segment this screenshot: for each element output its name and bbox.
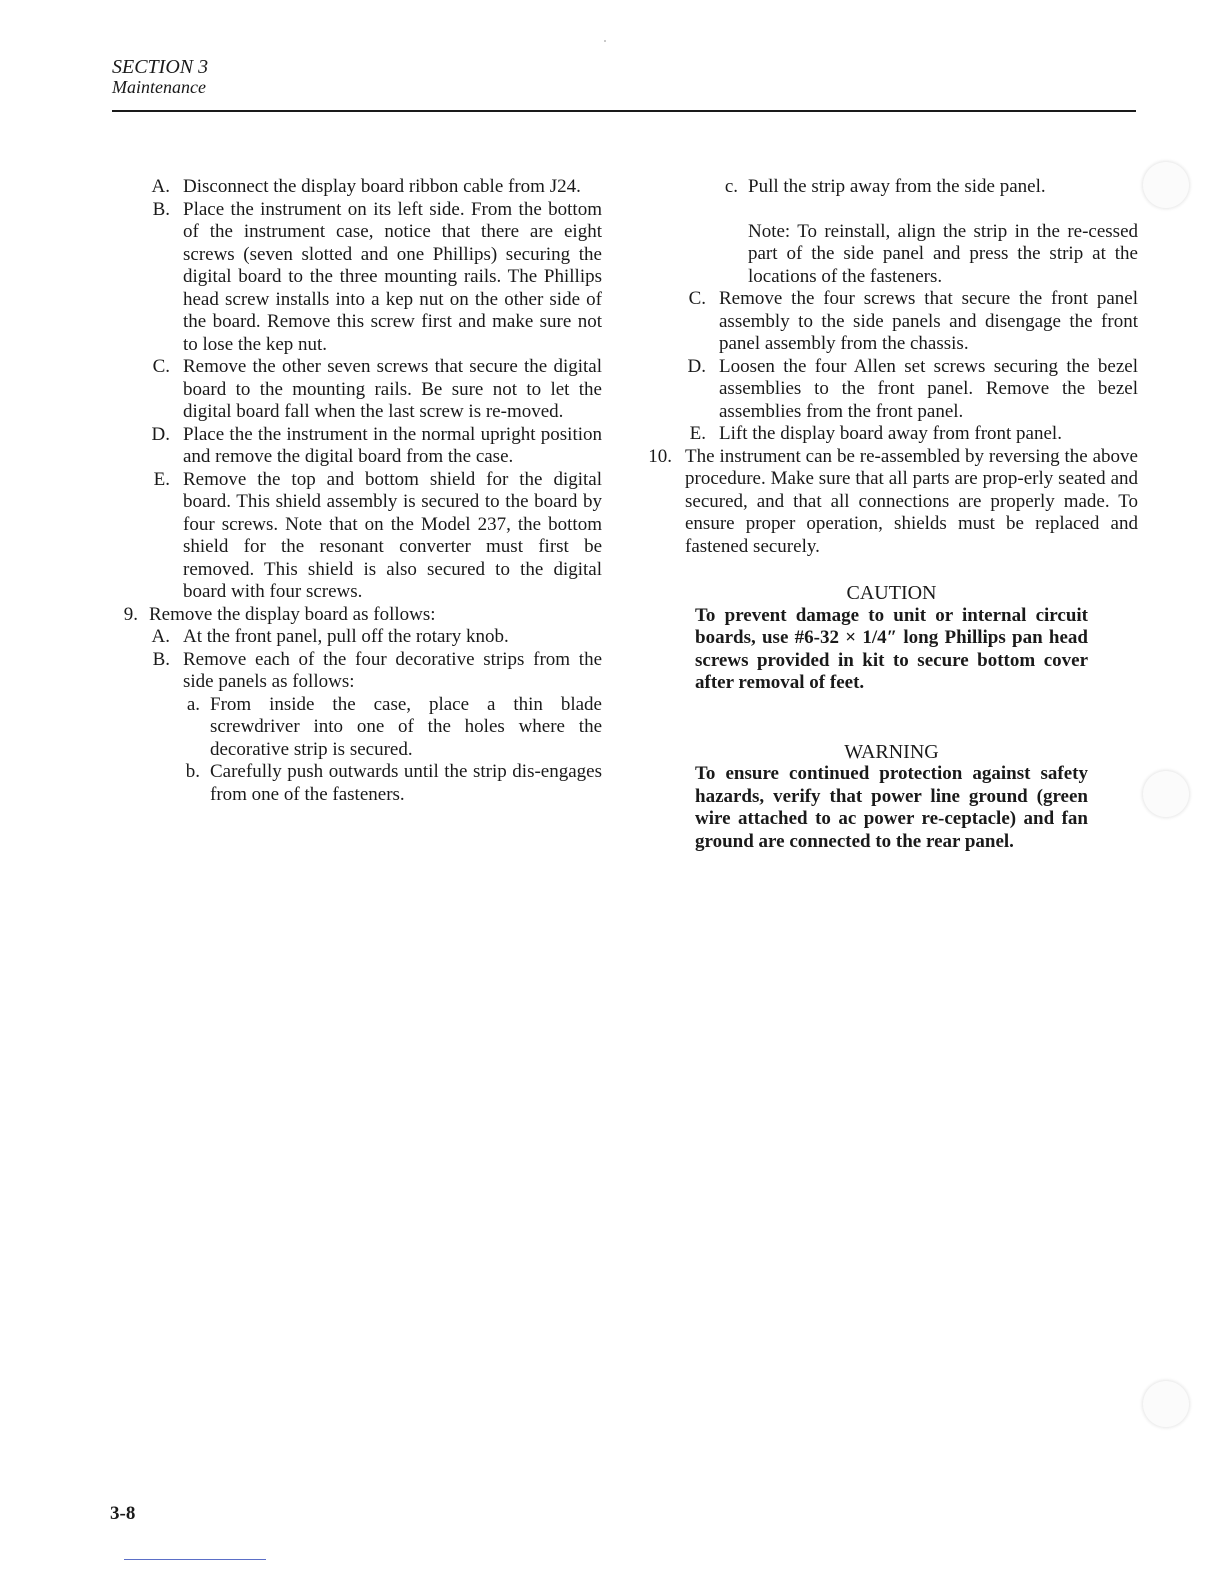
step-9-remove-display-board xyxy=(110,604,602,627)
step-d-upright-position xyxy=(110,424,602,469)
warning-title: WARNING xyxy=(844,740,939,763)
step-text: Remove the top and bottom shield for the digital board. This shield assembly is secured to the board by four screws. Note that on the Model 237, the bottom shield for the resonant converter must first be removed. This shield is also secured to the digital board with four screws. xyxy=(183,468,602,602)
punch-hole-middle xyxy=(1143,771,1189,817)
step-marker: c. xyxy=(724,176,738,197)
step-text: Carefully push outwards until the strip dis-engages from one of the fasteners. xyxy=(210,761,602,805)
step-c-remove-seven-screws xyxy=(110,356,602,424)
step-b-place-left-side xyxy=(110,199,602,357)
step-9b-decorative-strips xyxy=(110,649,602,694)
step-d-loosen-allen-screws xyxy=(640,356,1138,424)
step-marker: 10. xyxy=(648,445,672,467)
step-text: At the front panel, pull off the rotary knob. xyxy=(183,626,509,647)
step-text: Disconnect the display board ribbon cable from J24. xyxy=(183,176,581,197)
warning-text: To ensure continued protection against safety hazards, verify that power line ground (green wire attached to ac power re-ceptacle) and fan ground are connected to the rear panel. xyxy=(695,763,1088,852)
step-text: From inside the case, place a thin blade screwdriver into one of the holes where the decorative strip is secured. xyxy=(210,693,602,760)
caution-title: CAUTION xyxy=(846,582,937,604)
scan-speck xyxy=(604,40,606,42)
step-text: Place the the instrument in the normal upright position and remove the digital board from the case. xyxy=(183,423,602,467)
step-a-disconnect-ribbon xyxy=(110,176,602,199)
reinstall-note: Note: To reinstall, align the strip in the re-cessed part of the side panel and press the strip at the locations of the fasteners. xyxy=(748,220,1138,287)
step-text: Remove the other seven screws that secure the digital board to the mounting rails. Be sure not to let the digital board fall when the last screw is re-moved. xyxy=(183,356,602,422)
step-marker: E. xyxy=(689,423,706,444)
step-marker: B. xyxy=(152,648,170,670)
step-marker: E. xyxy=(153,468,170,490)
punch-hole-top xyxy=(1143,162,1189,208)
footer-rule xyxy=(124,1559,266,1560)
step-text: Lift the display board away from front panel. xyxy=(719,423,1062,444)
step-marker: b. xyxy=(185,761,200,782)
step-marker: D. xyxy=(687,355,706,377)
step-marker: C. xyxy=(152,356,170,377)
step-text: Remove each of the four decorative strips from the side panels as follows: xyxy=(183,648,602,692)
step-marker: A. xyxy=(151,176,170,197)
step-9a-rotary-knob xyxy=(110,626,602,649)
page-number: 3-8 xyxy=(110,1503,136,1524)
step-10-reassemble xyxy=(640,446,1138,559)
punch-hole-bottom xyxy=(1143,1381,1189,1427)
step-e-remove-shields xyxy=(110,469,602,604)
step-text: The instrument can be re-assembled by reversing the above procedure. Make sure that all parts are prop-erly seated and secured, and that all connections are properly made. To ensure proper operation, shields must be replaced and fastened securely. xyxy=(685,445,1138,557)
step-marker: D. xyxy=(151,423,170,445)
step-text: Remove the four screws that secure the front panel assembly to the side panels and disengage the front panel assembly from the chassis. xyxy=(719,288,1138,354)
substep-c-pull-strip xyxy=(640,176,1138,199)
step-e-lift-display-board xyxy=(640,423,1138,446)
step-marker: B. xyxy=(152,198,170,220)
header-rule xyxy=(112,110,1136,112)
step-text: Remove the display board as follows: xyxy=(149,603,436,625)
step-marker: A. xyxy=(151,626,170,647)
right-column xyxy=(640,176,1138,853)
step-marker: a. xyxy=(186,693,200,715)
step-text: Place the instrument on its left side. From the bottom of the instrument case, notice that there are eight screws (seven slotted and one Phillips) securing the digital board to the three mounting rails. The Phillips head screw installs into a kep nut on the other side of the board. Remove this screw first and make sure not to lose the kep nut. xyxy=(183,198,602,355)
step-text: Loosen the four Allen set screws securing the bezel assemblies to the front panel. Remove the bezel assemblies from the front panel. xyxy=(719,355,1138,422)
section-title: Maintenance xyxy=(112,77,206,97)
step-marker: C. xyxy=(688,288,706,309)
left-column xyxy=(110,176,602,806)
step-c-remove-front-panel xyxy=(640,288,1138,356)
section-label: SECTION 3 xyxy=(112,56,209,78)
step-marker: 9. xyxy=(123,603,138,625)
caution-text: To prevent damage to unit or internal circuit boards, use #6-32 × 1/4″ long Phillips pan head screws provided in kit to secure bottom cover after removal of feet. xyxy=(695,604,1088,693)
substep-a-screwdriver xyxy=(110,694,602,762)
step-text: Pull the strip away from the side panel. xyxy=(748,176,1046,197)
substep-b-push-outwards xyxy=(110,761,602,806)
